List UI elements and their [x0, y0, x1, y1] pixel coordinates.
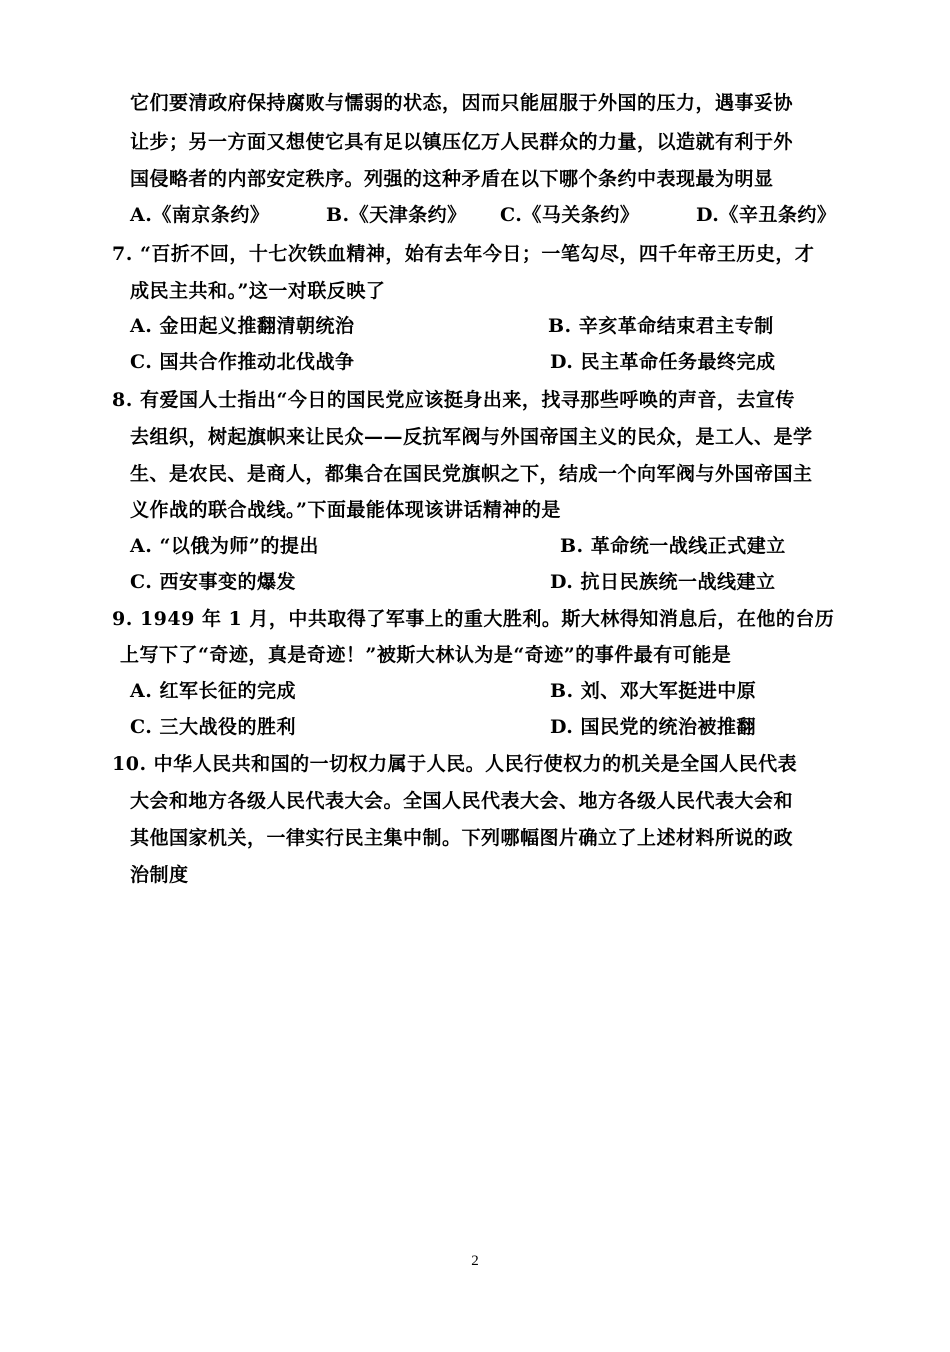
page-number: 2 [471, 1253, 479, 1269]
q8-option-d: D. 抗日民族统一战线建立 [550, 571, 776, 593]
q8-line-1: 8. 有爱国人士指出“今日的国民党应该挺身出来，找寻那些呼唤的声音，去宣传 [112, 389, 795, 411]
q6-option-b: B.《天津条约》 [326, 204, 467, 226]
q7-option-a: A. 金田起义推翻清朝统治 [130, 315, 355, 337]
q8-option-b: B. 革命统一战线正式建立 [560, 535, 786, 557]
q10-line-2: 大会和地方各级人民代表大会。全国人民代表大会、地方各级人民代表大会和 [130, 790, 794, 812]
q9-option-b: B. 刘、邓大军挺进中原 [550, 680, 757, 702]
q6-option-c: C.《马关条约》 [500, 204, 640, 226]
q7-line-2: 成民主共和。”这一对联反映了 [130, 280, 386, 302]
q9-option-d: D. 国民党的统治被推翻 [550, 716, 757, 738]
q8-line-3: 生、是农民、是商人，都集合在国民党旗帜之下，结成一个向军阀与外国帝国主 [130, 463, 813, 485]
q10-line-4: 治制度 [130, 864, 189, 886]
q7-option-d: D. 民主革命任务最终完成 [550, 351, 776, 373]
q9-option-a: A. 红军长征的完成 [130, 680, 296, 702]
q6-line-3: 国侵略者的内部安定秩序。列强的这种矛盾在以下哪个条约中表现最为明显 [130, 168, 774, 190]
q7-option-c: C. 国共合作推动北伐战争 [130, 351, 355, 373]
q6-option-d: D.《辛丑条约》 [696, 204, 837, 226]
q9-line-1: 9. 1949 年 1 月，中共取得了军事上的重大胜利。斯大林得知消息后，在他的台历 [112, 608, 835, 630]
q9-line-2: 上写下了“奇迹，真是奇迹！”被斯大林认为是“奇迹”的事件最有可能是 [120, 644, 732, 666]
q10-line-1: 10. 中华人民共和国的一切权力属于人民。人民行使权力的机关是全国人民代表 [112, 753, 798, 775]
q8-option-a: A. “以俄为师”的提出 [130, 535, 319, 557]
q10-line-3: 其他国家机关，一律实行民主集中制。下列哪幅图片确立了上述材料所说的政 [130, 827, 794, 849]
q7-line-1: 7. “百折不回，十七次铁血精神，始有去年今日；一笔勾尽，四千年帝王历史，才 [112, 243, 815, 265]
q6-line-1: 它们要清政府保持腐败与懦弱的状态，因而只能屈服于外国的压力，遇事妥协 [130, 92, 794, 114]
q8-line-4: 义作战的联合战线。”下面最能体现该讲话精神的是 [130, 499, 561, 521]
q6-option-a: A.《南京条约》 [130, 204, 270, 226]
q9-option-c: C. 三大战役的胜利 [130, 716, 297, 738]
q8-option-c: C. 西安事变的爆发 [130, 571, 297, 593]
q6-line-2: 让步；另一方面又想使它具有足以镇压亿万人民群众的力量，以造就有利于外 [130, 131, 794, 153]
q7-option-b: B. 辛亥革命结束君主专制 [548, 315, 774, 337]
q8-line-2: 去组织，树起旗帜来让民众——反抗军阀与外国帝国主义的民众，是工人、是学 [130, 426, 813, 448]
